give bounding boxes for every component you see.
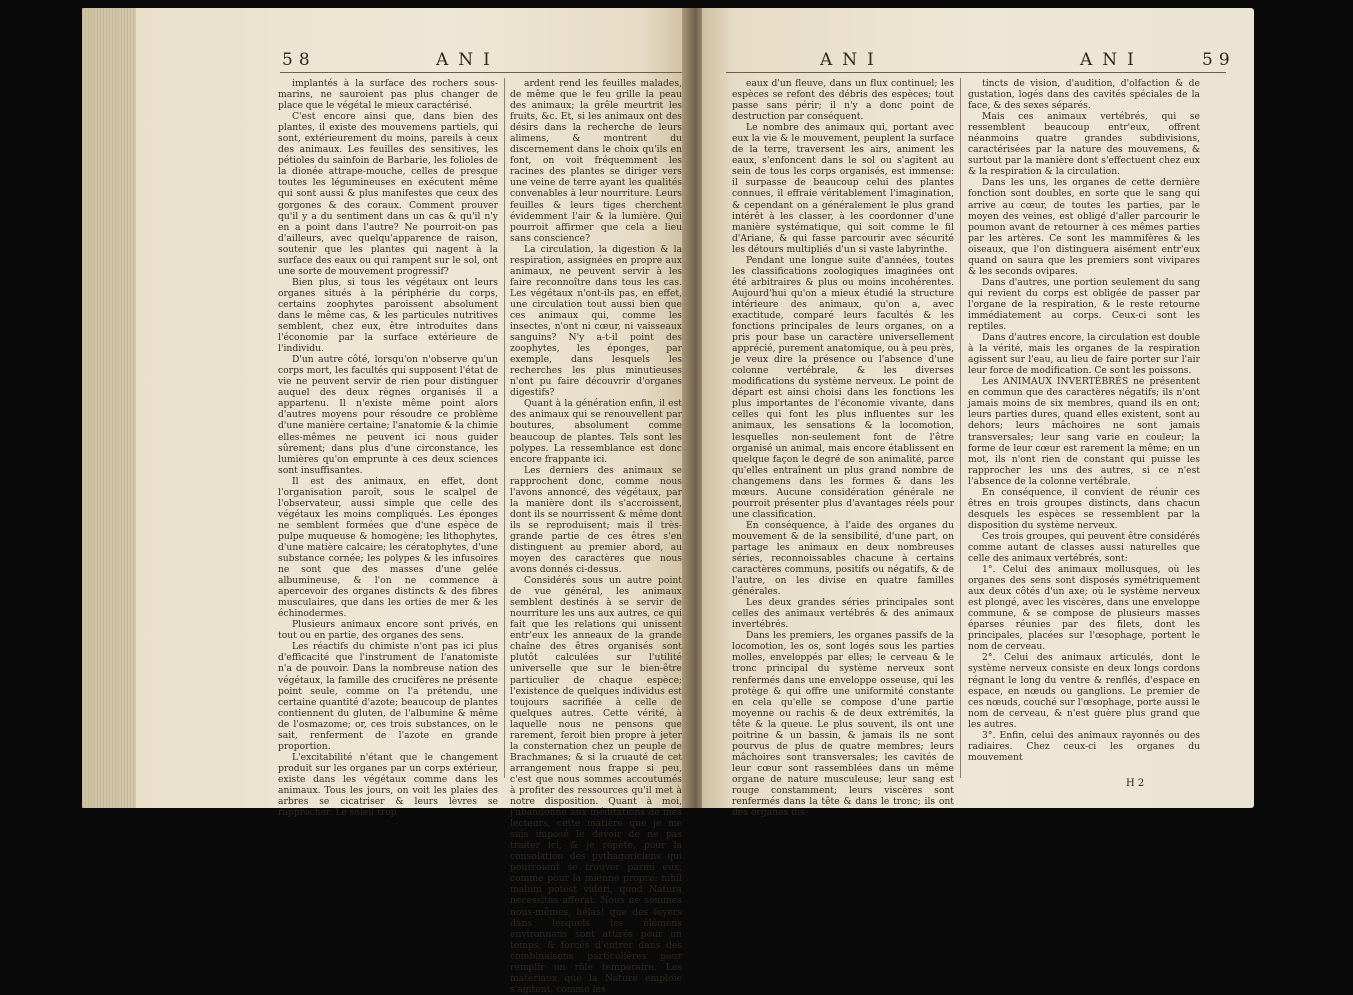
paragraph: tincts de vision, d'audition, d'olfaction & de gustation, logés dans des cavités spéciales de la face, & des sexes séparés. [968,78,1200,112]
left-page [82,8,690,995]
paragraph: Pendant une longue suite d'années, toutes les classifications zoologiques imaginées ont été arbitraires & plus ou moins incohérentes. Aujourd'hui qu'on a mieux étudié la structure intérieure des animaux, qu'on a, avec exactitude, comparé leurs facultés & les fonctions principales de leurs organes, on a pris pour base un caractère universellement apprécié, purement anatomique, ou à peu près, je veux dire la présence ou l'absence d'une colonne vertébrale, & les diverses modifications du système nerveux. Le point de départ est ainsi choisi dans les fonctions les plus importantes de l'économie vivante, dans celles qui font les plus influentes sur les animaux, les sensations & la locomotion, lesquelles non-seulement font de l'être organisé un animal, mais encore établissent en quelque façon le degré de son animalité, parce qu'elles entraînent un plus grand nombre de changemens dans les formes & dans les mœurs. Aucune considération générale ne pourroit présenter plus d'avantages réels pour une classification. [732,254,954,520]
paragraph: En conséquence, il convient de réunir ces êtres en trois groupes distincts, dans chacun desquels les espèces se ressemblent par la disposition du système nerveux. [968,486,1200,531]
paragraph: 2°. Celui des animaux articulés, dont le système nerveux consiste en deux longs cordons régnant le long du ventre & renflés, d'espace en espace, en nœuds ou ganglions. Le premier de ces nœuds, couché sur l'œsophage, porte aussi le nom de cerveau, & n'est guère plus grand que les autres. [968,652,1200,730]
paragraph: En conséquence, à l'aide des organes du mouvement & de la sensibilité, d'une part, on partage les animaux en deux nombreuses séries, reconnoissables chacune à certains caractères communs, positifs ou négatifs, & de l'autre, on les divise en quatre familles générales. [732,519,954,598]
column-divider [960,78,961,778]
paragraph: L'excitabilité n'étant que le changement produit sur les organes par un corps extérieur, existe dans les végétaux comme dans les animaux. Tous les jours, on voit les plaies des arbres se cicatriser & leurs lèvres se rapprocher. Le soleil trop [278,751,498,819]
paragraph: ardent rend les feuilles malades, de même que le feu grille la peau des animaux; la grêle meurtrit les fruits, &c. Et, si les animaux ont des désirs dans la recherche de leurs alimens, & montrent du discernement dans le choix qu'ils en font, on voit fréquemment les racines des plantes se diriger vers une veine de terre ayant les qualités convenables à leur nourriture. Leurs feuilles & leurs tiges cherchent évidemment l'air & la lumière. Qui pourroit affirmer que cela a lieu sans conscience? [510,78,682,244]
paragraph: Les deux grandes séries principales sont celles des animaux vertébrés & des animaux invertébrés. [732,597,954,631]
running-head-2: ANI [1080,50,1144,70]
paragraph: Le nombre des animaux qui, portant avec eux la vie & le mouvement, peuplent la surface de la terre, traversent les airs, animent les eaux, s'enfoncent dans le sol ou s'agitent au sein de tous les corps organisés, est immense: il surpasse de beaucoup celui des plantes connues, il effraie véritablement l'imagination, & cependant on a généralement le plus grand intérêt à les classer, à les coordonner d'une manière systématique, qui soit comme le fil d'Ariane, & qui fasse parcourir avec sécurité les détours multipliés d'un si vaste labyrinthe. [732,122,954,255]
paragraph: Plusieurs animaux encore sont privés, en tout ou en partie, des organes des sens. [278,619,498,642]
paragraph: 1°. Celui des animaux mollusques, où les organes des sens sont disposés symétriquement aux deux côtés d'un axe; où le système nerveux est plongé, avec les viscères, dans une enveloppe commune, & se compose de plusieurs masses éparses réunies par des filets, dont les principales, placées sur l'œsophage, portent le nom de cerveau. [968,564,1200,653]
header-rule [280,72,682,73]
left-page-header [82,50,690,80]
open-book [82,8,1254,995]
right-page-column-1 [732,78,954,819]
right-page-column-2 [968,78,1200,768]
page-edges [82,8,136,808]
right-page-header [702,50,1254,80]
running-head: ANI [820,50,884,70]
paragraph: Dans d'autres, une portion seulement du sang qui revient du corps est obligée de passer par l'organe de la respiration, & le reste retourne immédiatement au corps. Ceux-ci sont les reptiles. [968,276,1200,333]
paragraph: Mais ces animaux vertébrés, qui se ressemblent beaucoup entr'eux, offrent néanmoins quatre grandes subdivisions, caractérisées par la nature des mouvemens, & surtout par la manière dont s'effectuent chez eux & la respiration & la circulation. [968,111,1200,178]
header-rule [726,72,1226,73]
right-page [702,8,1254,819]
page-number: 58 [282,50,316,70]
paragraph: Quant à la génération enfin, il est des animaux qui se renouvellent par boutures, absolument comme beaucoup de plantes. Tels sont les polypes. La ressemblance est donc encore frappante ici. [510,398,682,465]
paragraph: Les ANIMAUX INVERTÉBRÉS ne présentent en commun que des caractères négatifs; ils n'ont jamais moins de six membres, quand ils en ont; leurs parties dures, quand elles existent, sont au dehors; leurs mâchoires ne sont jamais transversales; leur sang varie en couleur; la forme de leur cœur est rarement la même; en un mot, ils n'ont rien de constant qui puisse les rapprocher les uns des autres, si ce n'est l'absence de la colonne vertébrale. [968,376,1200,487]
page-number: 59 [1202,50,1236,70]
paragraph: Dans les uns, les organes de cette dernière fonction sont doubles, en sorte que le sang qui arrive au cœur, de toutes les parties, par le moyen des veines, est obligé d'aller parcourir le poumon avant de retourner à ces mêmes parties par les artères. Ce sont les mammifères & les oiseaux, que l'on distinguera aisément entr'eux quand on saura que les premiers sont vivipares & les seconds ovipares. [968,177,1200,277]
paragraph: Dans les premiers, les organes passifs de la locomotion, les os, sont logés sous les parties molles, enveloppés par elles; le cerveau & le tronc principal du système nerveux sont renfermés dans une enveloppe osseuse, qui les protège & qui offre une uniformité constante en cela qu'elle se compose d'une partie moyenne ou rachis & de deux extrémités, la tête & la queue. Le plus souvent, ils ont une poitrine & un bassin, & jamais ils ne sont pourvus de plus de quatre membres; leurs mâchoires sont transversales; les cavités de leur cœur sont rassemblées dans un même organe de nature musculeuse; leur sang est rouge constamment; leurs viscères sont renfermés dans la tête & dans le tronc; ils ont des organes dis- [732,630,954,819]
paragraph: eaux d'un fleuve, dans un flux continuel; les espèces se refont des débris des espèces; tout passe sans périr; il n'y a donc point de destruction par conséquent. [732,78,954,123]
paragraph: Dans d'autres encore, la circulation est double à la vérité, mais les organes de la respiration agissent sur l'eau, au lieu de faire porter sur l'air leur force de modification. Ce sont les poissons. [968,332,1200,377]
paragraph: Les réactifs du chimiste n'ont pas ici plus d'efficacité que l'instrument de l'anatomiste n'a de pouvoir. Dans la nombreuse nation des végétaux, la famille des crucifères ne présente point seule, comme on l'a prétendu, une certaine quantité d'azote; beaucoup de plantes contiennent du gluten, de l'albumine & même de l'osmazome; or, ces trois substances, on le sait, renferment de l'azote en grande proportion. [278,641,498,752]
left-page-column-2 [510,78,682,995]
paragraph: La circulation, la digestion & la respiration, assignées en propre aux animaux, ne peuvent servir à les faire reconnoître dans tous les cas. Les végétaux n'ont-ils pas, en effet, une circulation tout aussi bien que ces animaux qui, comme les insectes, n'ont ni cœur, ni vaisseaux sanguins? N'y a-t-il point des zoophytes, les éponges, par exemple, dans lesquels les recherches les plus minutieuses n'ont pu faire découvrir d'organes digestifs? [510,243,682,399]
paragraph: implantés à la surface des rochers sous-marins, ne sauroient pas plus changer de place que le végétal le mieux caractérisé. [278,78,498,112]
paragraph: Il est des animaux, en effet, dont l'organisation paroît, sous le scalpel de l'observateur, aussi simple que celle des végétaux les moins compliqués. Les éponges ne semblent formées que d'une espèce de pulpe muqueuse & homogène; les lithophytes, d'une matière calcaire; les cératophytes, d'une substance cornée; les polypes & les infusoires ne sont que des masses d'une gelée albumineuse, & l'on ne commence à apercevoir des organes distincts & des fibres musculaires, que dans les orties de mer & les échinodermes. [278,475,498,620]
left-page-column-1 [278,78,498,819]
running-head: ANI [436,50,500,70]
paragraph: C'est encore ainsi que, dans bien des plantes, il existe des mouvemens partiels, qui sont, extérieurement du moins, pareils à ceux des animaux. Les feuilles des sensitives, les pétioles du sainfoin de Barbarie, les folioles de la dionée attrape-mouche, celles de presque toutes les légumineuses en exécutent même qui sont aussi & plus manifestes que ceux des gorgones & des coraux. Comment prouver qu'il y a du sentiment dans un cas & qu'il n'y en a point dans l'autre? Ne pourroit-on pas d'ailleurs, avec quelqu'apparence de raison, soutenir que les plantes qui nagent à la surface des eaux ou qui rampent sur le sol, ont une sorte de mouvement progressif? [278,111,498,277]
signature-mark: H 2 [1126,778,1145,789]
paragraph: Les derniers des animaux se rapprochent donc, comme nous l'avons annoncé, des végétaux, par la manière dont ils s'accroissent, dont ils se nourrissent & même dont ils se reproduisent; mais il très-grande partie de ces êtres s'en distinguent au premier abord, au moyen des caractères que nous avons donnés ci-dessus. [510,464,682,576]
paragraph: 3°. Enfin, celui des animaux rayonnés ou des radiaires. Chez ceux-ci les organes du mouvement [968,729,1200,763]
paragraph: Bien plus, si tous les végétaux ont leurs organes situés à la périphérie du corps, certains zoophytes paroissent absolument dans le même cas, & les particules nutritives semblent, chez eux, être introduites dans l'économie par la surface extérieure de l'individu. [278,276,498,355]
column-divider [504,78,505,778]
paragraph: Ces trois groupes, qui peuvent être considérés comme autant de classes aussi naturelles que celle des animaux vertébrés, sont: [968,530,1200,565]
paragraph: Considérés sous un autre point de vue général, les animaux semblent destinés à se servir de nourriture les uns aux autres, ce qui fait que les relations qui unissent entr'eux les anneaux de la grande chaîne des êtres organisés sont plutôt calculées sur l'utilité universelle que sur le bien-être particulier de chaque espèce; l'existence de quelques individus est toujours sacrifiée à celle de quelques autres. Cette vérité, à laquelle nous ne pensons que rarement, feroit bien propre à jeter la consternation chez un peuple de Brachmanes; & si la cruauté de cet arrangement nous frappe si peu, c'est que nous sommes accoutumés à profiter des ressources qu'il met à notre disposition. Quant à moi, j'abandonne aux méditations de mes lecteurs, cette matière que je me suis imposé le devoir de ne pas traiter ici, & je répète, pour la consolation des pythagoriciens qui pourroient se trouver parmi eux, comme pour la mienne propre: nihil malum potest videri, quod Natura necessitas afferat. Nous ne sommes nous-mêmes, hélas! que des foyers dans lesquels les élémens environnans sont attirés pour un temps, & forcés d'entrer dans des combinaisons particulières pour remplir un rôle temporaire. Les matériaux que la Nature emploie s'agitent, comme les [510,575,682,995]
paragraph: D'un autre côté, lorsqu'on n'observe qu'un corps mort, les facultés qui supposent l'état de vie ne peuvent servir de rien pour distinguer auquel des deux règnes organisés il a appartenu. Il n'existe même point alors d'autres moyens pour résoudre ce problème d'une manière certaine; l'anatomie & la chimie elles-mêmes ne peuvent ici nous guider sûrement; dans plus d'une circonstance, les lumières qu'on emprunte à ces deux sciences sont insuffisantes. [278,354,498,476]
